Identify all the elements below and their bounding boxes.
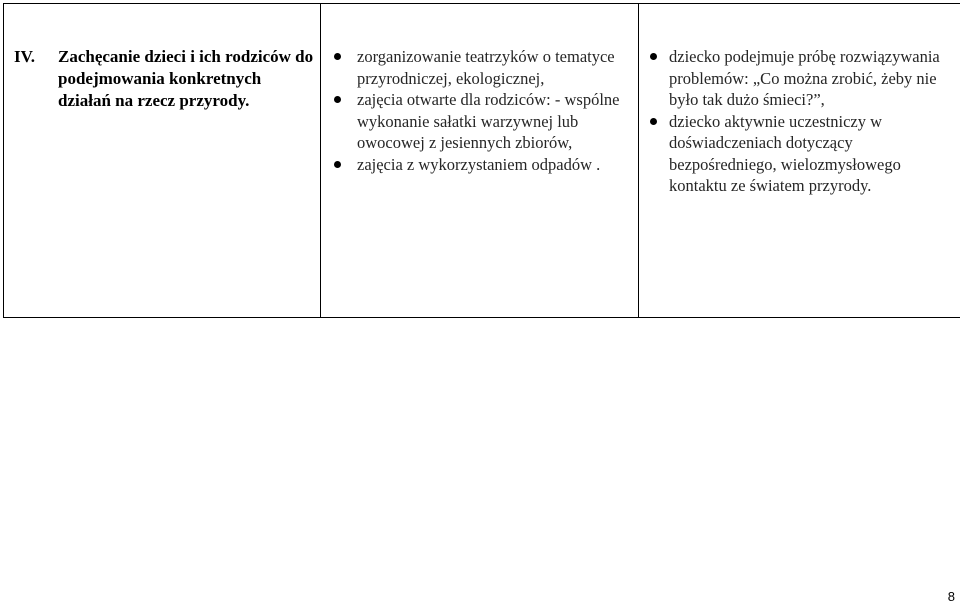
list-item-text: zajęcia z wykorzystaniem odpadów . — [357, 154, 601, 174]
bullet-icon — [650, 53, 657, 60]
section-number: IV. — [14, 47, 35, 66]
bullet-icon — [650, 118, 657, 125]
activities-cell — [321, 4, 639, 318]
list-item-text: dziecko aktywnie uczestniczy w doświadczeniach dotyczący bezpośredniego, wielozmysłowego kontaktu ze światem przyrody. — [669, 111, 901, 195]
bullet-icon — [334, 161, 341, 168]
list-item-text: zorganizowanie teatrzyków o tematyce przyrodniczej, ekologicznej, — [357, 47, 615, 88]
plan-table — [3, 3, 960, 318]
outcomes-list — [639, 4, 960, 197]
section-heading — [4, 4, 320, 112]
list-item — [321, 46, 638, 89]
bullet-icon — [334, 96, 341, 103]
section-title: Zachęcanie dzieci i ich rodziców do podejmowania konkretnych działań na rzecz przyrody. — [58, 47, 314, 110]
list-item — [639, 111, 960, 197]
activities-list — [321, 4, 638, 175]
section-cell — [4, 4, 321, 318]
list-item-text: dziecko podejmuje próbę rozwiązywania problemów: „Co można zrobić, żeby nie było tak dużo śmieci?”, — [669, 47, 940, 109]
bullet-icon — [334, 53, 341, 60]
page-number: 8 — [947, 589, 955, 604]
outcomes-cell — [639, 4, 960, 318]
list-item-text: zajęcia otwarte dla rodziców: - wspólne wykonanie sałatki warzywnej lub owocowej z jesiennych zbiorów, — [357, 90, 620, 152]
list-item — [321, 89, 638, 154]
table-row — [4, 4, 960, 318]
list-item — [321, 154, 638, 176]
list-item — [639, 46, 960, 111]
